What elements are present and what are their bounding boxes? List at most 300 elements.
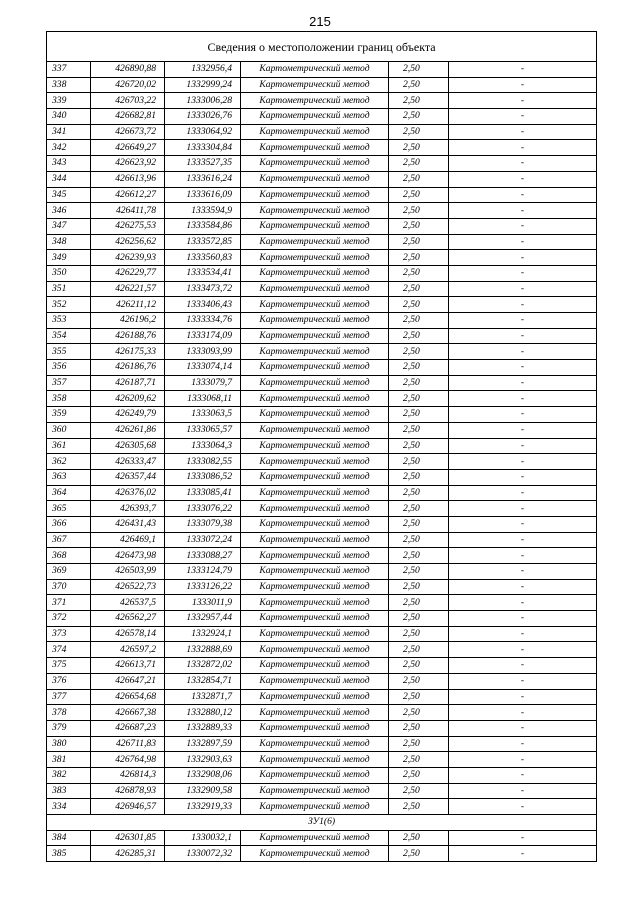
table-row bbox=[47, 297, 597, 313]
note-cell: - bbox=[449, 548, 597, 564]
note-cell: - bbox=[449, 454, 597, 470]
method-cell: Картометрический метод bbox=[241, 328, 389, 344]
y-coordinate-cell: 1332908,06 bbox=[165, 767, 241, 783]
table-row bbox=[47, 454, 597, 470]
y-coordinate-cell: 1333473,72 bbox=[165, 281, 241, 297]
point-number-cell: 344 bbox=[47, 171, 91, 187]
table-title-row bbox=[47, 32, 597, 62]
method-cell: Картометрический метод bbox=[241, 265, 389, 281]
y-coordinate-cell: 1333064,3 bbox=[165, 438, 241, 454]
method-cell: Картометрический метод bbox=[241, 799, 389, 815]
method-cell: Картометрический метод bbox=[241, 767, 389, 783]
note-cell: - bbox=[449, 250, 597, 266]
x-coordinate-cell: 426890,88 bbox=[91, 62, 165, 78]
table-row bbox=[47, 485, 597, 501]
method-cell: Картометрический метод bbox=[241, 469, 389, 485]
table-row bbox=[47, 469, 597, 485]
method-cell: Картометрический метод bbox=[241, 830, 389, 846]
accuracy-cell: 2,50 bbox=[389, 62, 449, 78]
note-cell: - bbox=[449, 438, 597, 454]
y-coordinate-cell: 1333079,38 bbox=[165, 516, 241, 532]
point-number-cell: 367 bbox=[47, 532, 91, 548]
table-row bbox=[47, 626, 597, 642]
accuracy-cell: 2,50 bbox=[389, 799, 449, 815]
note-cell: - bbox=[449, 124, 597, 140]
point-number-cell: 354 bbox=[47, 328, 91, 344]
method-cell: Картометрический метод bbox=[241, 564, 389, 580]
accuracy-cell: 2,50 bbox=[389, 297, 449, 313]
x-coordinate-cell: 426211,12 bbox=[91, 297, 165, 313]
y-coordinate-cell: 1333076,22 bbox=[165, 501, 241, 517]
y-coordinate-cell: 1332924,1 bbox=[165, 626, 241, 642]
method-cell: Картометрический метод bbox=[241, 187, 389, 203]
table-row bbox=[47, 689, 597, 705]
point-number-cell: 365 bbox=[47, 501, 91, 517]
x-coordinate-cell: 426187,71 bbox=[91, 375, 165, 391]
accuracy-cell: 2,50 bbox=[389, 767, 449, 783]
note-cell: - bbox=[449, 846, 597, 862]
note-cell: - bbox=[449, 218, 597, 234]
note-cell: - bbox=[449, 564, 597, 580]
point-number-cell: 375 bbox=[47, 658, 91, 674]
note-cell: - bbox=[449, 313, 597, 329]
x-coordinate-cell: 426196,2 bbox=[91, 313, 165, 329]
point-number-cell: 371 bbox=[47, 595, 91, 611]
method-cell: Картометрический метод bbox=[241, 171, 389, 187]
x-coordinate-cell: 426673,72 bbox=[91, 124, 165, 140]
x-coordinate-cell: 426623,92 bbox=[91, 156, 165, 172]
accuracy-cell: 2,50 bbox=[389, 375, 449, 391]
x-coordinate-cell: 426376,02 bbox=[91, 485, 165, 501]
note-cell: - bbox=[449, 62, 597, 78]
note-cell: - bbox=[449, 752, 597, 768]
point-number-cell: 357 bbox=[47, 375, 91, 391]
table-row bbox=[47, 548, 597, 564]
note-cell: - bbox=[449, 767, 597, 783]
x-coordinate-cell: 426711,83 bbox=[91, 736, 165, 752]
table-row bbox=[47, 516, 597, 532]
method-cell: Картометрический метод bbox=[241, 485, 389, 501]
y-coordinate-cell: 1333088,27 bbox=[165, 548, 241, 564]
table-row bbox=[47, 156, 597, 172]
accuracy-cell: 2,50 bbox=[389, 250, 449, 266]
method-cell: Картометрический метод bbox=[241, 720, 389, 736]
x-coordinate-cell: 426393,7 bbox=[91, 501, 165, 517]
note-cell: - bbox=[449, 658, 597, 674]
y-coordinate-cell: 1333406,43 bbox=[165, 297, 241, 313]
table-row bbox=[47, 407, 597, 423]
table-row bbox=[47, 595, 597, 611]
accuracy-cell: 2,50 bbox=[389, 438, 449, 454]
method-cell: Картометрический метод bbox=[241, 689, 389, 705]
method-cell: Картометрический метод bbox=[241, 203, 389, 219]
x-coordinate-cell: 426597,2 bbox=[91, 642, 165, 658]
y-coordinate-cell: 1333082,55 bbox=[165, 454, 241, 470]
table-row bbox=[47, 783, 597, 799]
accuracy-cell: 2,50 bbox=[389, 344, 449, 360]
point-number-cell: 383 bbox=[47, 783, 91, 799]
accuracy-cell: 2,50 bbox=[389, 407, 449, 423]
accuracy-cell: 2,50 bbox=[389, 77, 449, 93]
y-coordinate-cell: 1332871,7 bbox=[165, 689, 241, 705]
method-cell: Картометрический метод bbox=[241, 218, 389, 234]
method-cell: Картометрический метод bbox=[241, 313, 389, 329]
method-cell: Картометрический метод bbox=[241, 579, 389, 595]
accuracy-cell: 2,50 bbox=[389, 673, 449, 689]
x-coordinate-cell: 426613,96 bbox=[91, 171, 165, 187]
y-coordinate-cell: 1332956,4 bbox=[165, 62, 241, 78]
method-cell: Картометрический метод bbox=[241, 658, 389, 674]
point-number-cell: 347 bbox=[47, 218, 91, 234]
accuracy-cell: 2,50 bbox=[389, 234, 449, 250]
method-cell: Картометрический метод bbox=[241, 77, 389, 93]
note-cell: - bbox=[449, 187, 597, 203]
point-number-cell: 334 bbox=[47, 799, 91, 815]
point-number-cell: 349 bbox=[47, 250, 91, 266]
table-row bbox=[47, 767, 597, 783]
y-coordinate-cell: 1333064,92 bbox=[165, 124, 241, 140]
point-number-cell: 341 bbox=[47, 124, 91, 140]
table-row bbox=[47, 265, 597, 281]
y-coordinate-cell: 1332880,12 bbox=[165, 705, 241, 721]
point-number-cell: 359 bbox=[47, 407, 91, 423]
x-coordinate-cell: 426647,21 bbox=[91, 673, 165, 689]
y-coordinate-cell: 1333074,14 bbox=[165, 360, 241, 376]
note-cell: - bbox=[449, 265, 597, 281]
table-row bbox=[47, 281, 597, 297]
method-cell: Картометрический метод bbox=[241, 501, 389, 517]
method-cell: Картометрический метод bbox=[241, 234, 389, 250]
x-coordinate-cell: 426256,62 bbox=[91, 234, 165, 250]
point-number-cell: 364 bbox=[47, 485, 91, 501]
y-coordinate-cell: 1332957,44 bbox=[165, 611, 241, 627]
note-cell: - bbox=[449, 422, 597, 438]
method-cell: Картометрический метод bbox=[241, 454, 389, 470]
accuracy-cell: 2,50 bbox=[389, 783, 449, 799]
accuracy-cell: 2,50 bbox=[389, 203, 449, 219]
point-number-cell: 380 bbox=[47, 736, 91, 752]
note-cell: - bbox=[449, 516, 597, 532]
method-cell: Картометрический метод bbox=[241, 846, 389, 862]
y-coordinate-cell: 1333584,86 bbox=[165, 218, 241, 234]
x-coordinate-cell: 426878,93 bbox=[91, 783, 165, 799]
x-coordinate-cell: 426649,27 bbox=[91, 140, 165, 156]
point-number-cell: 379 bbox=[47, 720, 91, 736]
table-row bbox=[47, 62, 597, 78]
note-cell: - bbox=[449, 485, 597, 501]
method-cell: Картометрический метод bbox=[241, 516, 389, 532]
accuracy-cell: 2,50 bbox=[389, 360, 449, 376]
table-row bbox=[47, 846, 597, 862]
y-coordinate-cell: 1333085,41 bbox=[165, 485, 241, 501]
note-cell: - bbox=[449, 328, 597, 344]
method-cell: Картометрический метод bbox=[241, 375, 389, 391]
table-row bbox=[47, 642, 597, 658]
point-number-cell: 372 bbox=[47, 611, 91, 627]
point-number-cell: 381 bbox=[47, 752, 91, 768]
table-row bbox=[47, 736, 597, 752]
table-row bbox=[47, 673, 597, 689]
table-row bbox=[47, 532, 597, 548]
point-number-cell: 345 bbox=[47, 187, 91, 203]
y-coordinate-cell: 1333011,9 bbox=[165, 595, 241, 611]
y-coordinate-cell: 1333065,57 bbox=[165, 422, 241, 438]
method-cell: Картометрический метод bbox=[241, 595, 389, 611]
table-row bbox=[47, 93, 597, 109]
table-row bbox=[47, 187, 597, 203]
y-coordinate-cell: 1333068,11 bbox=[165, 391, 241, 407]
note-cell: - bbox=[449, 156, 597, 172]
point-number-cell: 361 bbox=[47, 438, 91, 454]
point-number-cell: 362 bbox=[47, 454, 91, 470]
method-cell: Картометрический метод bbox=[241, 109, 389, 125]
accuracy-cell: 2,50 bbox=[389, 752, 449, 768]
note-cell: - bbox=[449, 407, 597, 423]
point-number-cell: 369 bbox=[47, 564, 91, 580]
table-row bbox=[47, 109, 597, 125]
accuracy-cell: 2,50 bbox=[389, 265, 449, 281]
note-cell: - bbox=[449, 391, 597, 407]
point-number-cell: 378 bbox=[47, 705, 91, 721]
point-number-cell: 346 bbox=[47, 203, 91, 219]
y-coordinate-cell: 1332872,02 bbox=[165, 658, 241, 674]
x-coordinate-cell: 426946,57 bbox=[91, 799, 165, 815]
accuracy-cell: 2,50 bbox=[389, 689, 449, 705]
y-coordinate-cell: 1333534,41 bbox=[165, 265, 241, 281]
note-cell: - bbox=[449, 297, 597, 313]
point-number-cell: 340 bbox=[47, 109, 91, 125]
note-cell: - bbox=[449, 469, 597, 485]
point-number-cell: 366 bbox=[47, 516, 91, 532]
method-cell: Картометрический метод bbox=[241, 124, 389, 140]
note-cell: - bbox=[449, 611, 597, 627]
accuracy-cell: 2,50 bbox=[389, 454, 449, 470]
accuracy-cell: 2,50 bbox=[389, 156, 449, 172]
y-coordinate-cell: 1332854,71 bbox=[165, 673, 241, 689]
y-coordinate-cell: 1333304,84 bbox=[165, 140, 241, 156]
x-coordinate-cell: 426333,47 bbox=[91, 454, 165, 470]
y-coordinate-cell: 1333006,28 bbox=[165, 93, 241, 109]
method-cell: Картометрический метод bbox=[241, 626, 389, 642]
x-coordinate-cell: 426188,76 bbox=[91, 328, 165, 344]
method-cell: Картометрический метод bbox=[241, 156, 389, 172]
y-coordinate-cell: 1332888,69 bbox=[165, 642, 241, 658]
table-row bbox=[47, 328, 597, 344]
y-coordinate-cell: 1332889,33 bbox=[165, 720, 241, 736]
note-cell: - bbox=[449, 705, 597, 721]
table-row bbox=[47, 752, 597, 768]
method-cell: Картометрический метод bbox=[241, 140, 389, 156]
method-cell: Картометрический метод bbox=[241, 611, 389, 627]
method-cell: Картометрический метод bbox=[241, 736, 389, 752]
accuracy-cell: 2,50 bbox=[389, 328, 449, 344]
y-coordinate-cell: 1333560,83 bbox=[165, 250, 241, 266]
accuracy-cell: 2,50 bbox=[389, 579, 449, 595]
table-row bbox=[47, 218, 597, 234]
table-row bbox=[47, 579, 597, 595]
y-coordinate-cell: 1333174,09 bbox=[165, 328, 241, 344]
note-cell: - bbox=[449, 579, 597, 595]
x-coordinate-cell: 426229,77 bbox=[91, 265, 165, 281]
method-cell: Картометрический метод bbox=[241, 642, 389, 658]
method-cell: Картометрический метод bbox=[241, 360, 389, 376]
x-coordinate-cell: 426687,23 bbox=[91, 720, 165, 736]
accuracy-cell: 2,50 bbox=[389, 140, 449, 156]
x-coordinate-cell: 426285,31 bbox=[91, 846, 165, 862]
note-cell: - bbox=[449, 689, 597, 705]
table-row bbox=[47, 391, 597, 407]
x-coordinate-cell: 426221,57 bbox=[91, 281, 165, 297]
y-coordinate-cell: 1332999,24 bbox=[165, 77, 241, 93]
point-number-cell: 373 bbox=[47, 626, 91, 642]
accuracy-cell: 2,50 bbox=[389, 501, 449, 517]
x-coordinate-cell: 426682,81 bbox=[91, 109, 165, 125]
y-coordinate-cell: 1333072,24 bbox=[165, 532, 241, 548]
y-coordinate-cell: 1333572,85 bbox=[165, 234, 241, 250]
x-coordinate-cell: 426469,1 bbox=[91, 532, 165, 548]
y-coordinate-cell: 1333086,52 bbox=[165, 469, 241, 485]
accuracy-cell: 2,50 bbox=[389, 218, 449, 234]
accuracy-cell: 2,50 bbox=[389, 313, 449, 329]
page-number: 215 bbox=[309, 14, 331, 29]
table-row bbox=[47, 203, 597, 219]
accuracy-cell: 2,50 bbox=[389, 564, 449, 580]
table-row bbox=[47, 564, 597, 580]
y-coordinate-cell: 1332919,33 bbox=[165, 799, 241, 815]
y-coordinate-cell: 1332909,58 bbox=[165, 783, 241, 799]
point-number-cell: 363 bbox=[47, 469, 91, 485]
note-cell: - bbox=[449, 642, 597, 658]
section-row bbox=[47, 815, 597, 831]
accuracy-cell: 2,50 bbox=[389, 469, 449, 485]
method-cell: Картометрический метод bbox=[241, 250, 389, 266]
x-coordinate-cell: 426667,38 bbox=[91, 705, 165, 721]
note-cell: - bbox=[449, 532, 597, 548]
accuracy-cell: 2,50 bbox=[389, 93, 449, 109]
accuracy-cell: 2,50 bbox=[389, 281, 449, 297]
x-coordinate-cell: 426522,73 bbox=[91, 579, 165, 595]
point-number-cell: 358 bbox=[47, 391, 91, 407]
x-coordinate-cell: 426562,27 bbox=[91, 611, 165, 627]
table-title: Сведения о местоположении границ объекта bbox=[47, 32, 597, 62]
note-cell: - bbox=[449, 203, 597, 219]
note-cell: - bbox=[449, 375, 597, 391]
x-coordinate-cell: 426305,68 bbox=[91, 438, 165, 454]
point-number-cell: 376 bbox=[47, 673, 91, 689]
y-coordinate-cell: 1330072,32 bbox=[165, 846, 241, 862]
x-coordinate-cell: 426703,22 bbox=[91, 93, 165, 109]
table-row bbox=[47, 313, 597, 329]
y-coordinate-cell: 1333093,99 bbox=[165, 344, 241, 360]
note-cell: - bbox=[449, 140, 597, 156]
x-coordinate-cell: 426175,33 bbox=[91, 344, 165, 360]
accuracy-cell: 2,50 bbox=[389, 124, 449, 140]
x-coordinate-cell: 426239,93 bbox=[91, 250, 165, 266]
x-coordinate-cell: 426261,86 bbox=[91, 422, 165, 438]
method-cell: Картометрический метод bbox=[241, 532, 389, 548]
x-coordinate-cell: 426503,99 bbox=[91, 564, 165, 580]
y-coordinate-cell: 1333616,09 bbox=[165, 187, 241, 203]
accuracy-cell: 2,50 bbox=[389, 642, 449, 658]
method-cell: Картометрический метод bbox=[241, 705, 389, 721]
table-row bbox=[47, 234, 597, 250]
method-cell: Картометрический метод bbox=[241, 344, 389, 360]
note-cell: - bbox=[449, 830, 597, 846]
x-coordinate-cell: 426431,43 bbox=[91, 516, 165, 532]
point-number-cell: 342 bbox=[47, 140, 91, 156]
accuracy-cell: 2,50 bbox=[389, 736, 449, 752]
accuracy-cell: 2,50 bbox=[389, 595, 449, 611]
point-number-cell: 348 bbox=[47, 234, 91, 250]
accuracy-cell: 2,50 bbox=[389, 548, 449, 564]
y-coordinate-cell: 1333124,79 bbox=[165, 564, 241, 580]
point-number-cell: 351 bbox=[47, 281, 91, 297]
y-coordinate-cell: 1333334,76 bbox=[165, 313, 241, 329]
point-number-cell: 374 bbox=[47, 642, 91, 658]
note-cell: - bbox=[449, 109, 597, 125]
accuracy-cell: 2,50 bbox=[389, 830, 449, 846]
table-row bbox=[47, 171, 597, 187]
note-cell: - bbox=[449, 360, 597, 376]
point-number-cell: 352 bbox=[47, 297, 91, 313]
y-coordinate-cell: 1330032,1 bbox=[165, 830, 241, 846]
section-label: ЗУ1(6) bbox=[47, 815, 597, 831]
point-number-cell: 343 bbox=[47, 156, 91, 172]
accuracy-cell: 2,50 bbox=[389, 109, 449, 125]
note-cell: - bbox=[449, 626, 597, 642]
y-coordinate-cell: 1333079,7 bbox=[165, 375, 241, 391]
table-row bbox=[47, 124, 597, 140]
method-cell: Картометрический метод bbox=[241, 548, 389, 564]
accuracy-cell: 2,50 bbox=[389, 720, 449, 736]
x-coordinate-cell: 426814,3 bbox=[91, 767, 165, 783]
note-cell: - bbox=[449, 501, 597, 517]
table-row bbox=[47, 830, 597, 846]
table-row bbox=[47, 250, 597, 266]
note-cell: - bbox=[449, 93, 597, 109]
note-cell: - bbox=[449, 783, 597, 799]
point-number-cell: 368 bbox=[47, 548, 91, 564]
boundary-coordinates-table bbox=[46, 31, 597, 862]
table-row bbox=[47, 705, 597, 721]
table-row bbox=[47, 344, 597, 360]
y-coordinate-cell: 1333527,35 bbox=[165, 156, 241, 172]
point-number-cell: 337 bbox=[47, 62, 91, 78]
method-cell: Картометрический метод bbox=[241, 62, 389, 78]
table-row bbox=[47, 720, 597, 736]
x-coordinate-cell: 426612,27 bbox=[91, 187, 165, 203]
table-row bbox=[47, 422, 597, 438]
table-row bbox=[47, 611, 597, 627]
point-number-cell: 355 bbox=[47, 344, 91, 360]
accuracy-cell: 2,50 bbox=[389, 516, 449, 532]
x-coordinate-cell: 426473,98 bbox=[91, 548, 165, 564]
point-number-cell: 385 bbox=[47, 846, 91, 862]
point-number-cell: 377 bbox=[47, 689, 91, 705]
note-cell: - bbox=[449, 736, 597, 752]
point-number-cell: 338 bbox=[47, 77, 91, 93]
y-coordinate-cell: 1333594,9 bbox=[165, 203, 241, 219]
table-row bbox=[47, 658, 597, 674]
accuracy-cell: 2,50 bbox=[389, 611, 449, 627]
table-body bbox=[47, 32, 597, 862]
x-coordinate-cell: 426764,98 bbox=[91, 752, 165, 768]
accuracy-cell: 2,50 bbox=[389, 485, 449, 501]
y-coordinate-cell: 1333616,24 bbox=[165, 171, 241, 187]
point-number-cell: 356 bbox=[47, 360, 91, 376]
accuracy-cell: 2,50 bbox=[389, 391, 449, 407]
table-row bbox=[47, 140, 597, 156]
